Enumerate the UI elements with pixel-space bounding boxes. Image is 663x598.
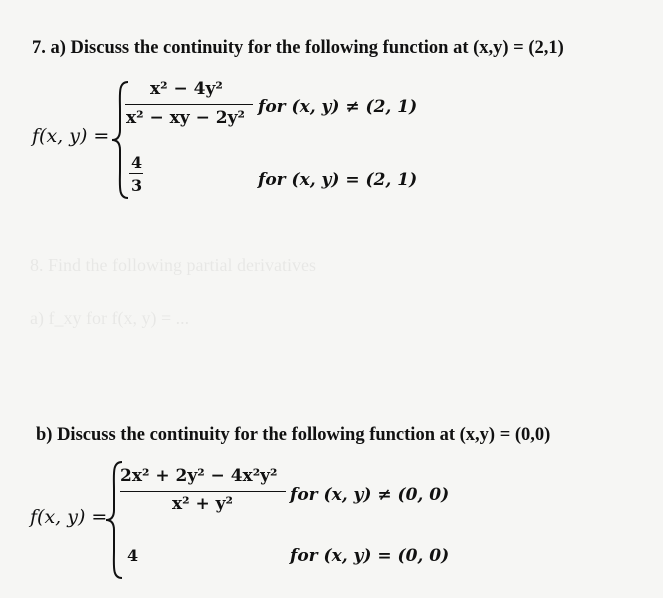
part-a-left-brace — [110, 80, 132, 200]
bleedthrough-line-1: 8. Find the following partial derivatives — [30, 255, 316, 275]
part-a-case2-numerator: 4 — [131, 153, 143, 172]
part-a-case2-condition: for (x, y) = (2, 1) — [258, 170, 418, 190]
part-a-case2-fraction-bar — [129, 173, 143, 174]
part-a-case1-condition: for (x, y) ≠ (2, 1) — [258, 97, 418, 117]
part-b-case2-condition: for (x, y) = (0, 0) — [290, 546, 450, 566]
part-b-case1-denominator: x² + y² — [172, 494, 233, 514]
part-b-case2-value: 4 — [127, 546, 139, 565]
part-b-case1-numerator: 2x² + 2y² − 4x²y² — [120, 466, 278, 486]
part-a-case1-denominator: x² − xy − 2y² — [126, 108, 245, 128]
part-b-lhs: f(x, y) = — [30, 506, 108, 528]
part-b-heading: b) Discuss the continuity for the following function at (x,y) = (0,0) — [36, 425, 551, 445]
part-a-heading: 7. a) Discuss the continuity for the following function at (x,y) = (2,1) — [32, 38, 564, 58]
part-a-case1-numerator: x² − 4y² — [150, 79, 223, 99]
part-a-case1-fraction-bar — [125, 104, 253, 105]
part-a-lhs: f(x, y) = — [32, 125, 110, 147]
part-b-case1-fraction-bar — [120, 491, 286, 492]
bleedthrough-line-2: a) f_xy for f(x, y) = ... — [30, 308, 190, 328]
part-a-case2-denominator: 3 — [131, 176, 143, 195]
part-b-case1-condition: for (x, y) ≠ (0, 0) — [290, 485, 450, 505]
